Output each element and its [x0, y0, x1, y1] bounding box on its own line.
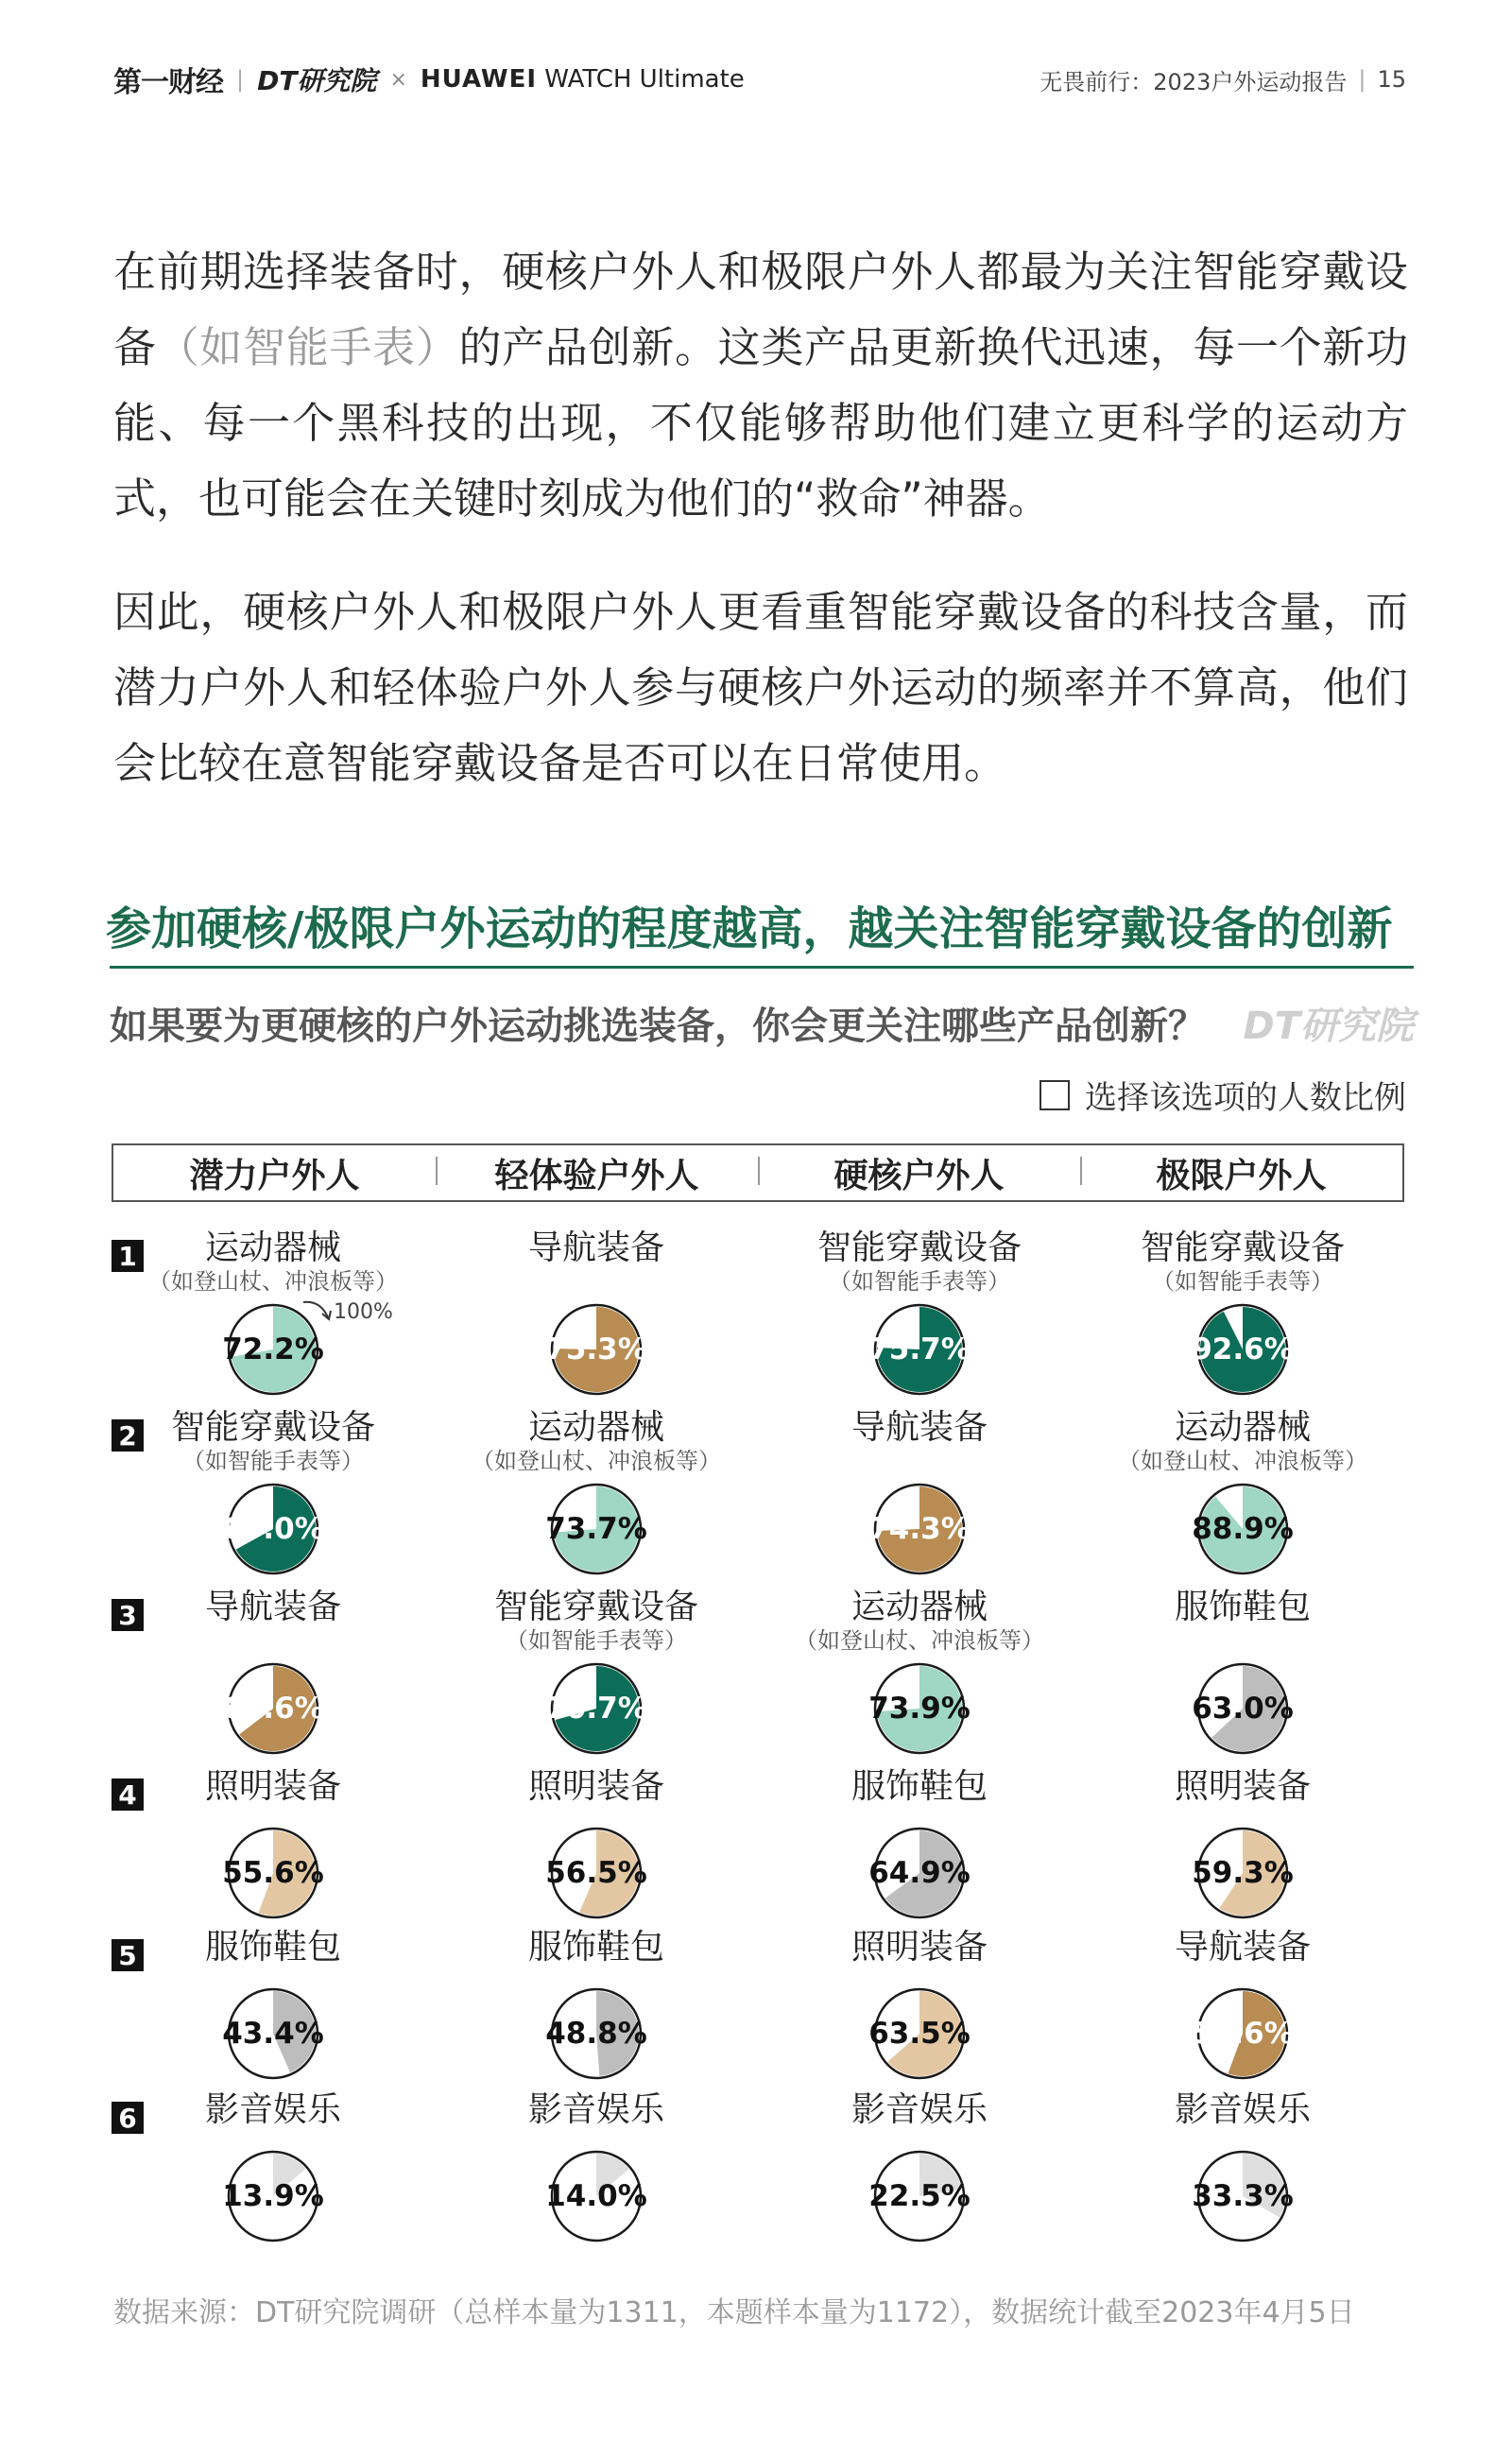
- chart-title: 参加硬核/极限户外运动的程度越高，越关注智能穿戴设备的创新: [106, 902, 1393, 955]
- rank-badge-3: 3: [112, 1599, 144, 1631]
- paragraph-1: [113, 234, 1408, 537]
- option-name: 照明装备: [1174, 1767, 1311, 1806]
- option-name: 影音娱乐: [1174, 2090, 1311, 2129]
- option-cell: [435, 1588, 758, 1654]
- paragraph-2: 因此，硬核户外人和极限户外人更看重智能穿戴设备的科技含量，而潜力户外人和轻体验户外人参与硬核户外运动的频率并不算高，他们会比较在意智能穿戴设备是否可以在日常使用。: [113, 587, 1408, 788]
- reference-arrow-icon: [300, 1295, 337, 1323]
- option-cell: [1081, 1767, 1404, 1807]
- report-title: 无畏前行：2023户外运动报告: [1040, 68, 1348, 95]
- percentage-label: 73.9%: [868, 1692, 971, 1726]
- option-cell: [1081, 1928, 1404, 1967]
- rank-badge-6: 6: [112, 2102, 144, 2134]
- option-name: 智能穿戴设备: [1140, 1228, 1345, 1267]
- option-note: （如登山杖、冲浪板等）: [472, 1448, 721, 1474]
- option-name: 导航装备: [527, 1228, 664, 1267]
- rank-badge-1: 1: [112, 1240, 144, 1272]
- percentage-circle: [545, 1302, 647, 1397]
- page-header: [113, 60, 1406, 98]
- chart-legend: [1040, 1072, 1406, 1118]
- data-source: 数据来源：DT研究院调研（总样本量为1311，本题样本量为1172），数据统计截至2023年4月5日: [113, 2296, 1355, 2329]
- percentage-circle: [1192, 1482, 1294, 1576]
- option-name: 影音娱乐: [527, 2090, 664, 2129]
- option-cell: [112, 1928, 435, 1967]
- option-cell: [112, 1588, 435, 1627]
- option-name: 照明装备: [527, 1767, 664, 1806]
- option-cell: [1081, 2090, 1404, 2130]
- chart-question-row: [110, 996, 1414, 1050]
- percentage-circle: [1192, 1986, 1294, 2081]
- rank-badge-5: 5: [112, 1939, 144, 1971]
- option-name: 照明装备: [850, 1928, 988, 1967]
- report-divider: |: [1358, 66, 1366, 93]
- option-name: 服饰鞋包: [527, 1928, 664, 1967]
- page-number: 15: [1377, 66, 1406, 93]
- percentage-label: 14.0%: [545, 2179, 647, 2213]
- option-cell: [435, 1928, 758, 1967]
- legend-label: 选择该选项的人数比例: [1085, 1079, 1406, 1117]
- option-note: （如登山杖、冲浪板等）: [1118, 1448, 1367, 1474]
- percentage-label: 75.3%: [545, 1332, 647, 1366]
- dt-logo: DT研究院: [257, 65, 377, 96]
- option-name: 服饰鞋包: [1174, 1588, 1311, 1626]
- percentage-circle: [222, 2149, 324, 2243]
- option-name: 服饰鞋包: [850, 1767, 988, 1806]
- option-cell: [112, 2090, 435, 2130]
- option-cell: [435, 1228, 758, 1268]
- group-header-1: 潜力户外人: [189, 1156, 360, 1195]
- option-name: 导航装备: [204, 1588, 341, 1626]
- option-name: 影音娱乐: [850, 2090, 988, 2129]
- option-cell: [758, 2090, 1081, 2130]
- percentage-circle: [545, 1482, 647, 1576]
- percentage-circle: [545, 1826, 647, 1920]
- group-header-row: [112, 1143, 1404, 1202]
- rank-badge-4: 4: [112, 1778, 144, 1811]
- paragraph-1-hint: （如智能手表）: [156, 322, 459, 372]
- option-cell: [1081, 1588, 1404, 1627]
- percentage-circle: [545, 1661, 647, 1756]
- percentage-label: 22.5%: [868, 2179, 971, 2213]
- percentage-label: 59.3%: [1192, 1856, 1294, 1890]
- percentage-circle: [868, 1661, 971, 1756]
- option-name: 导航装备: [1174, 1928, 1311, 1967]
- group-header-2: 轻体验户外人: [436, 1149, 758, 1197]
- option-name: 运动器械: [850, 1588, 988, 1626]
- title-underline: [110, 966, 1414, 969]
- percentage-label: 88.9%: [1192, 1512, 1294, 1546]
- option-cell: [435, 1767, 758, 1807]
- percentage-label: 13.9%: [222, 2179, 324, 2213]
- brand-logos: [113, 59, 745, 100]
- option-cell: [112, 1767, 435, 1807]
- option-cell: [758, 1767, 1081, 1807]
- huawei-logo: [421, 65, 745, 94]
- percentage-label: 70.7%: [545, 1692, 647, 1726]
- percentage-label: 55.6%: [222, 1856, 324, 1890]
- percentage-label: 33.3%: [1192, 2179, 1294, 2213]
- report-info: [1040, 63, 1406, 96]
- percentage-circle: [222, 1482, 324, 1576]
- option-name: 导航装备: [850, 1408, 988, 1447]
- option-cell: [758, 1928, 1081, 1967]
- option-name: 运动器械: [527, 1408, 664, 1447]
- percentage-circle: [222, 1826, 324, 1920]
- percentage-circle: [1192, 1661, 1294, 1756]
- dt-watermark-logo: DT研究院: [1243, 1005, 1414, 1048]
- option-cell: [1081, 1408, 1404, 1474]
- percentage-label: 55.6%: [1192, 2017, 1294, 2051]
- paragraph-1-part-b: 的产品创新。这类产品更新换代迅速，每一个新功能、每一个黑科技的出现，不仅能够帮助他们建立更科学的运动方式，也可能会在关键时刻成为他们的“救命”神器。: [113, 322, 1408, 524]
- option-name: 运动器械: [204, 1228, 341, 1267]
- percentage-label: 67.0%: [222, 1512, 324, 1546]
- percentage-label: 56.5%: [545, 1856, 647, 1890]
- brand-divider: |: [236, 66, 245, 93]
- percentage-label: 48.8%: [545, 2017, 647, 2051]
- legend-square-icon: [1040, 1080, 1070, 1110]
- option-cell: [1081, 1228, 1404, 1295]
- watch-text: WATCH Ultimate: [544, 65, 745, 94]
- yicai-logo: 第一财经: [113, 66, 223, 99]
- percentage-label: 74.3%: [868, 1512, 971, 1546]
- percentage-label: 75.7%: [868, 1332, 971, 1366]
- option-cell: [112, 1228, 435, 1295]
- percentage-circle: [222, 1661, 324, 1756]
- percentage-label: 43.4%: [222, 2017, 324, 2051]
- brand-times: ×: [389, 67, 407, 92]
- paragraph-1-part-a: 在前期选择装备时，硬核户外人和极限户外人都最为关注智能穿戴设备: [113, 247, 1408, 372]
- option-cell: [758, 1408, 1081, 1448]
- percentage-circle: [868, 2149, 971, 2243]
- option-note: （如智能手表等）: [829, 1268, 1010, 1295]
- option-name: 智能穿戴设备: [170, 1408, 375, 1447]
- percentage-label: 72.2%: [222, 1332, 324, 1366]
- rank-badge-2: 2: [112, 1419, 144, 1452]
- percentage-circle: [545, 1986, 647, 2081]
- option-name: 影音娱乐: [204, 2090, 341, 2129]
- option-cell: [435, 2090, 758, 2130]
- percentage-label: 64.6%: [222, 1692, 324, 1726]
- percentage-label: 63.0%: [1192, 1692, 1294, 1726]
- percentage-circle: [868, 1826, 971, 1920]
- group-header-4: 极限户外人: [1080, 1149, 1402, 1197]
- percentage-label: 73.7%: [545, 1512, 647, 1546]
- option-name: 运动器械: [1174, 1408, 1311, 1447]
- percentage-circle: [1192, 2149, 1294, 2243]
- percentage-circle: [868, 1482, 971, 1576]
- option-name: 照明装备: [204, 1767, 341, 1806]
- option-name: 服饰鞋包: [204, 1928, 341, 1967]
- percentage-circle: [1192, 1302, 1294, 1397]
- option-note: （如智能手表等）: [1152, 1268, 1333, 1295]
- percentage-label: 63.5%: [868, 2017, 971, 2051]
- option-cell: [758, 1588, 1081, 1654]
- option-name: 智能穿戴设备: [816, 1228, 1022, 1267]
- option-note: （如登山杖、冲浪板等）: [795, 1627, 1044, 1654]
- huawei-text: HUAWEI: [420, 65, 538, 94]
- option-cell: [758, 1228, 1081, 1295]
- reference-label: 100%: [334, 1300, 393, 1324]
- option-cell: [112, 1408, 435, 1474]
- percentage-label: 92.6%: [1192, 1332, 1294, 1366]
- option-note: （如登山杖、冲浪板等）: [148, 1268, 398, 1295]
- option-note: （如智能手表等）: [182, 1448, 364, 1474]
- percentage-circle: [868, 1302, 971, 1397]
- group-header-3: 硬核户外人: [758, 1149, 1080, 1197]
- chart-question: 如果要为更硬核的户外运动挑选装备，你会更关注哪些产品创新？: [110, 1005, 1206, 1048]
- option-cell: [435, 1408, 758, 1474]
- option-name: 智能穿戴设备: [493, 1588, 698, 1626]
- percentage-circle: [222, 1986, 324, 2081]
- percentage-label: 64.9%: [868, 1856, 971, 1890]
- option-note: （如智能手表等）: [506, 1627, 687, 1654]
- ranking-grid: [112, 1228, 1404, 2268]
- percentage-circle: [545, 2149, 647, 2243]
- percentage-circle: [1192, 1826, 1294, 1920]
- percentage-circle: [868, 1986, 971, 2081]
